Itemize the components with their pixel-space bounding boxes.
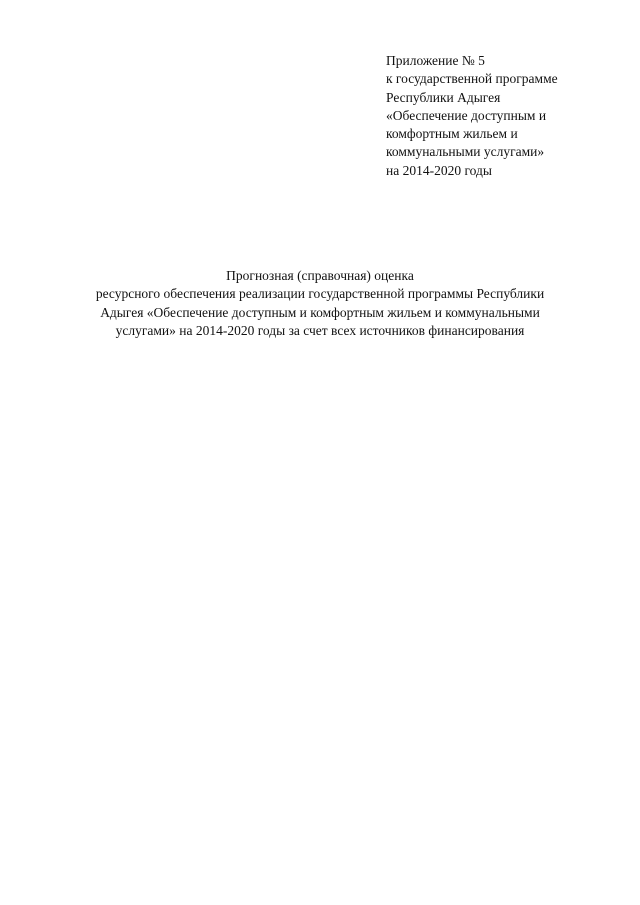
title-line: Прогнозная (справочная) оценка (226, 268, 414, 283)
appendix-line: «Обеспечение доступным и (386, 107, 547, 123)
document-title (40, 267, 600, 340)
title-line: ресурсного обеспечения реализации государственной программы Республики (95, 286, 545, 302)
appendix-number: Приложение № 5 (386, 53, 485, 68)
appendix-line: коммунальными услугами» (386, 144, 545, 160)
title-line: услугами» на 2014-2020 годы за счет всех источников финансирования (115, 322, 525, 338)
appendix-line: Республики Адыгея (386, 89, 501, 105)
appendix-years: на 2014-2020 годы (386, 162, 492, 178)
appendix-line: комфортным жильем и (386, 126, 518, 142)
appendix-block (386, 52, 626, 180)
appendix-line: к государственной программе (386, 71, 558, 87)
title-line: Адыгея «Обеспечение доступным и комфортным жильем и коммунальными (100, 304, 540, 320)
